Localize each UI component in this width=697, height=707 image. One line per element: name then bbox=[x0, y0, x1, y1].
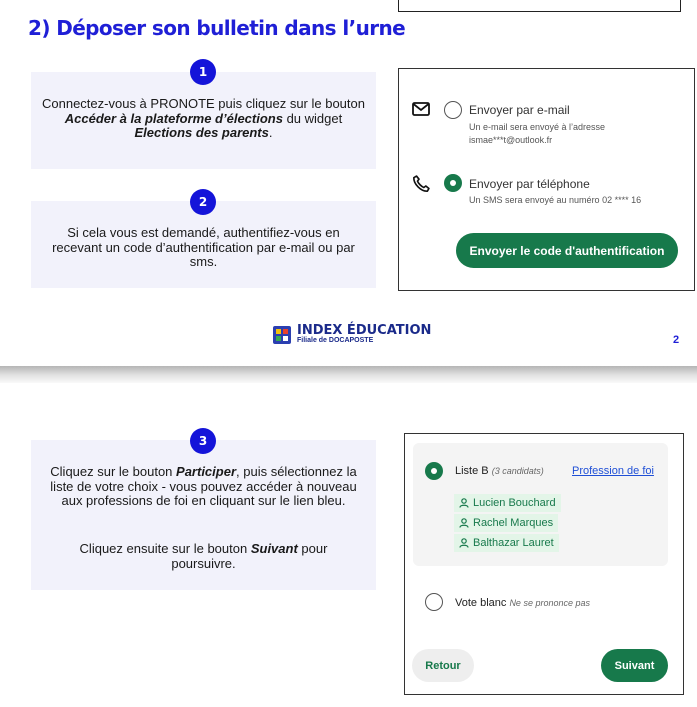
email-radio[interactable] bbox=[444, 101, 462, 119]
email-option-label: Envoyer par e-mail bbox=[469, 103, 570, 117]
next-button[interactable]: Suivant bbox=[601, 649, 668, 682]
page-divider bbox=[0, 366, 697, 383]
email-option-sub2: ismae***t@outlook.fr bbox=[469, 135, 553, 145]
footer-logo bbox=[273, 325, 431, 345]
list-b-title: Liste B (3 candidats) bbox=[455, 465, 544, 477]
section-title: 2) Déposer son bulletin dans l’urne bbox=[28, 16, 406, 40]
index-education-logo-icon bbox=[273, 326, 291, 344]
step-number-3: 3 bbox=[190, 428, 216, 454]
phone-option-sub: Un SMS sera envoyé au numéro 02 **** 16 bbox=[469, 195, 642, 205]
phone-radio[interactable] bbox=[444, 174, 462, 192]
footer-brand: INDEX ÉDUCATION bbox=[297, 323, 432, 338]
profession-de-foi-link[interactable]: Profession de foi bbox=[572, 465, 654, 477]
blank-vote-radio[interactable] bbox=[425, 593, 443, 611]
candidate-chip: Lucien Bouchard bbox=[454, 494, 561, 512]
step-text-1: Connectez-vous à PRONOTE puis cliquez sur le bouton Accéder à la plateforme d’élections du widget Elections des parents. bbox=[42, 96, 365, 140]
previous-frame-edge bbox=[398, 0, 681, 12]
person-icon bbox=[459, 518, 469, 528]
step-text-3: Cliquez sur le bouton Participer, puis sélectionnez la liste de votre choix - vous pouvez accéder à nouveau aux professions de foi en cliquant sur le lien bleu. bbox=[50, 464, 357, 508]
mail-icon bbox=[412, 102, 430, 121]
page-number: 2 bbox=[673, 334, 680, 346]
step-number-2: 2 bbox=[190, 189, 216, 215]
step-text-3b: Cliquez ensuite sur le bouton Suivant pour poursuivre. bbox=[79, 541, 328, 571]
email-option-sub1: Un e-mail sera envoyé à l’adresse bbox=[469, 122, 606, 132]
step-text-2: Si cela vous est demandé, authentifiez-vous en recevant un code d’authentification par e-mail ou par sms. bbox=[52, 225, 355, 269]
list-b-radio[interactable] bbox=[425, 462, 443, 480]
phone-option-label: Envoyer par téléphone bbox=[469, 177, 590, 191]
blank-vote-label: Vote blanc Ne se prononce pas bbox=[455, 597, 590, 609]
candidate-chip: Balthazar Lauret bbox=[454, 534, 559, 552]
send-code-button[interactable]: Envoyer le code d'authentification bbox=[456, 233, 678, 268]
person-icon bbox=[459, 498, 469, 508]
phone-icon bbox=[411, 174, 431, 199]
step-number-1: 1 bbox=[190, 59, 216, 85]
person-icon bbox=[459, 538, 469, 548]
footer-brand-sub: Filiale de DOCAPOSTE bbox=[297, 337, 374, 344]
back-button[interactable]: Retour bbox=[412, 649, 474, 682]
candidate-chip: Rachel Marques bbox=[454, 514, 558, 532]
